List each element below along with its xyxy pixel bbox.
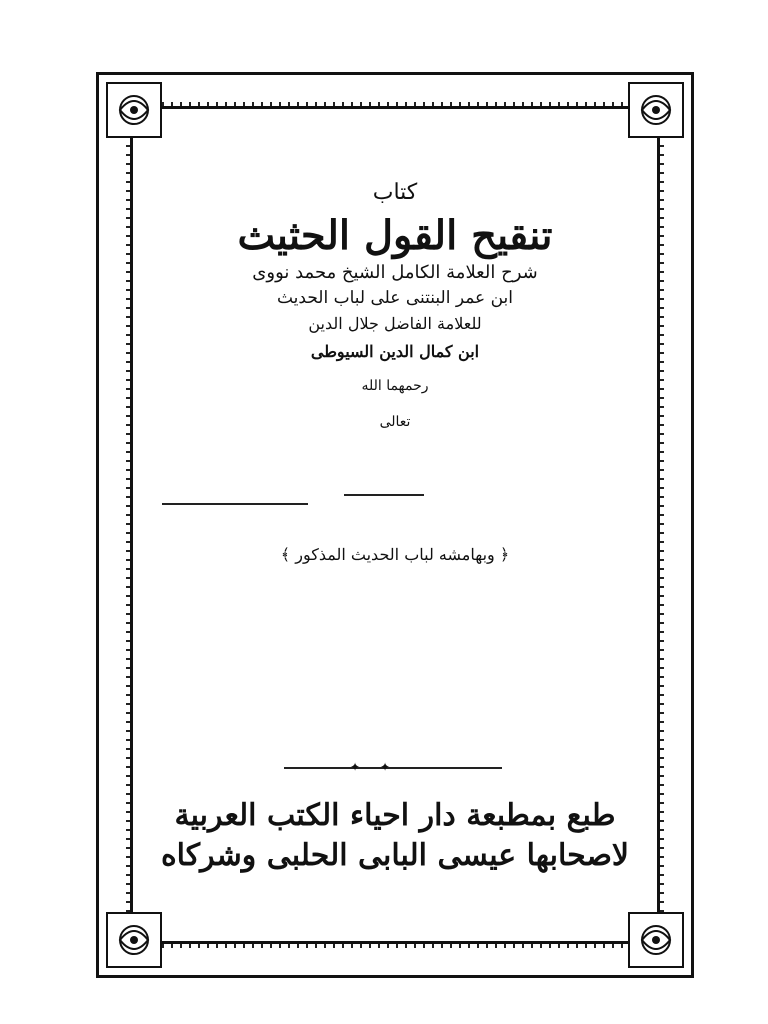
margin-note: ﴿ وبهامشه لباب الحديث المذكور ﴾ [280,545,510,564]
floral-ornament-icon [628,912,684,968]
floral-ornament-icon [106,82,162,138]
author-line: للعلامة الفاضل جلال الدين [308,314,482,333]
floral-ornament-icon [106,912,162,968]
divider-ornament-icon [344,494,424,496]
author-name: ابن كمال الدين السيوطى [310,342,480,361]
printer-line: طبع بمطبعة دار احياء الكتب العربية [174,798,616,833]
publisher-line: لاصحابها عيسى البابى الحلبى وشركاه [160,838,630,873]
blessing-line: رحمهما الله [361,378,429,394]
commentary-line: شرح العلامة الكامل الشيخ محمد نووى [252,262,538,283]
divider-line [162,503,308,505]
blessing-line: تعالى [379,414,411,430]
divider-ornament-icon: ✦ [350,760,361,774]
divider-ornament-icon [284,767,502,769]
book-label: كتاب [372,180,418,205]
book-title: تنقيح القول الحثيث [237,212,553,259]
divider-ornament-icon: ✦ [380,760,391,774]
floral-ornament-icon [628,82,684,138]
commentary-line: ابن عمر البنتنى على لباب الحديث [276,288,514,308]
